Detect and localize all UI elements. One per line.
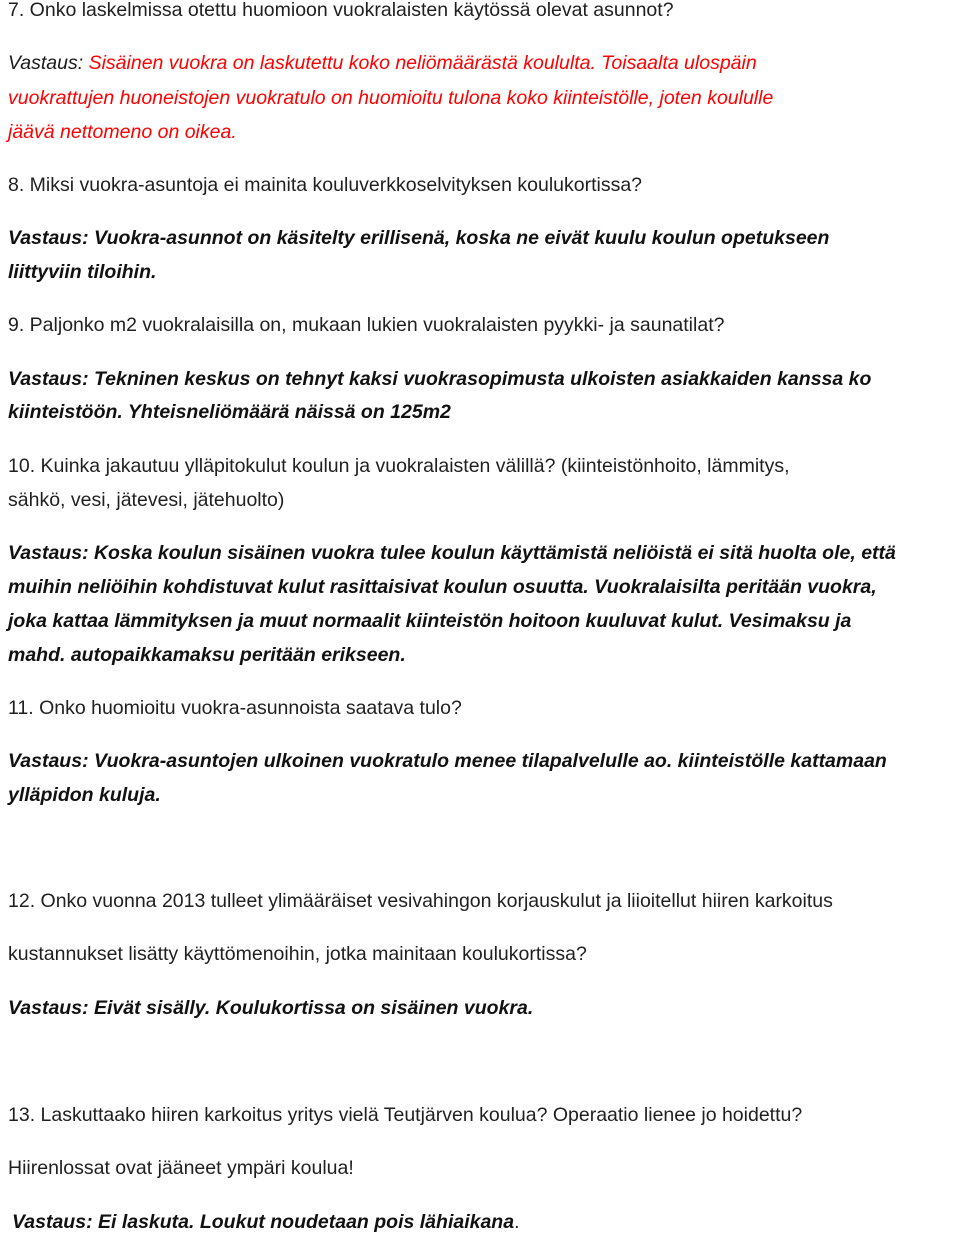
question-10-line-2: sähkö, vesi, jätevesi, jätehuolto) (8, 489, 285, 511)
question-13-line-2: Hiirenlossat ovat jääneet ympäri koulua! (8, 1157, 354, 1179)
answer-13-text: Vastaus: Ei laskuta. Loukut noudetaan pois lähiaikana (12, 1211, 515, 1233)
question-10-line-1: 10. Kuinka jakautuu ylläpitokulut koulun ja vuokralaisten välillä? (kiinteistönhoito, lämmitys, (8, 455, 790, 477)
answer-7-line-1 (8, 49, 960, 77)
answer-8-line-2: liittyviin tiloihin. (8, 261, 157, 283)
answer-8-line-1: Vastaus: Vuokra-asunnot on käsitelty erillisenä, koska ne eivät kuulu koulun opetukseen (8, 227, 830, 249)
answer-12: Vastaus: Eivät sisälly. Koulukortissa on sisäinen vuokra. (8, 997, 534, 1019)
answer-7-label: Vastaus: (8, 52, 89, 74)
question-13-line-1: 13. Laskuttaako hiiren karkoitus yritys vielä Teutjärven koulua? Operaatio lienee jo hoidettu? (8, 1104, 803, 1126)
question-7: 7. Onko laskelmissa otettu huomioon vuokralaisten käytössä olevat asunnot? (8, 0, 674, 21)
answer-10-line-4: mahd. autopaikkamaksu peritään erikseen. (8, 644, 406, 666)
answer-11-line-1: Vastaus: Vuokra-asuntojen ulkoinen vuokratulo menee tilapalvelulle ao. kiinteistölle kattamaan (8, 750, 887, 772)
question-12-line-2: kustannukset lisätty käyttömenoihin, jotka mainitaan koulukortissa? (8, 943, 587, 965)
answer-10-line-3: joka kattaa lämmityksen ja muut normaalit kiinteistön hoitoon kuuluvat kulut. Vesimaksu ja (8, 610, 852, 632)
answer-10-line-2: muihin neliöihin kohdistuvat kulut rasittaisivat koulun osuutta. Vuokralaisilta peritään vuokra, (8, 576, 877, 598)
answer-7-line-3: jäävä nettomeno on oikea. (8, 121, 237, 143)
answer-13-period: . (514, 1211, 520, 1233)
answer-9-line-2: kiinteistöön. Yhteisneliömäärä näissä on 125m2 (8, 401, 451, 423)
answer-9-line-1: Vastaus: Tekninen keskus on tehnyt kaksi vuokrasopimusta ulkoisten asiakkaiden kanssa ko (8, 368, 872, 390)
answer-7-text-1: Sisäinen vuokra on laskutettu koko neliömäärästä koululta. Toisaalta ulospäin (88, 52, 757, 74)
question-11: 11. Onko huomioitu vuokra-asunnoista saatava tulo? (8, 697, 462, 719)
question-12-line-1: 12. Onko vuonna 2013 tulleet ylimääräiset vesivahingon korjauskulut ja liioitellut hiiren karkoitus (8, 890, 833, 912)
question-8: 8. Miksi vuokra-asuntoja ei mainita kouluverkkoselvityksen koulukortissa? (8, 174, 643, 196)
answer-13 (12, 1208, 960, 1236)
answer-11-line-2: ylläpidon kuluja. (8, 784, 161, 806)
answer-7-line-2: vuokrattujen huoneistojen vuokratulo on huomioitu tulona koko kiinteistölle, joten koululle (8, 87, 774, 109)
answer-10-line-1: Vastaus: Koska koulun sisäinen vuokra tulee koulun käyttämistä neliöistä ei sitä huolta ole, että (8, 542, 896, 564)
question-9: 9. Paljonko m2 vuokralaisilla on, mukaan lukien vuokralaisten pyykki- ja saunatilat? (8, 314, 725, 336)
